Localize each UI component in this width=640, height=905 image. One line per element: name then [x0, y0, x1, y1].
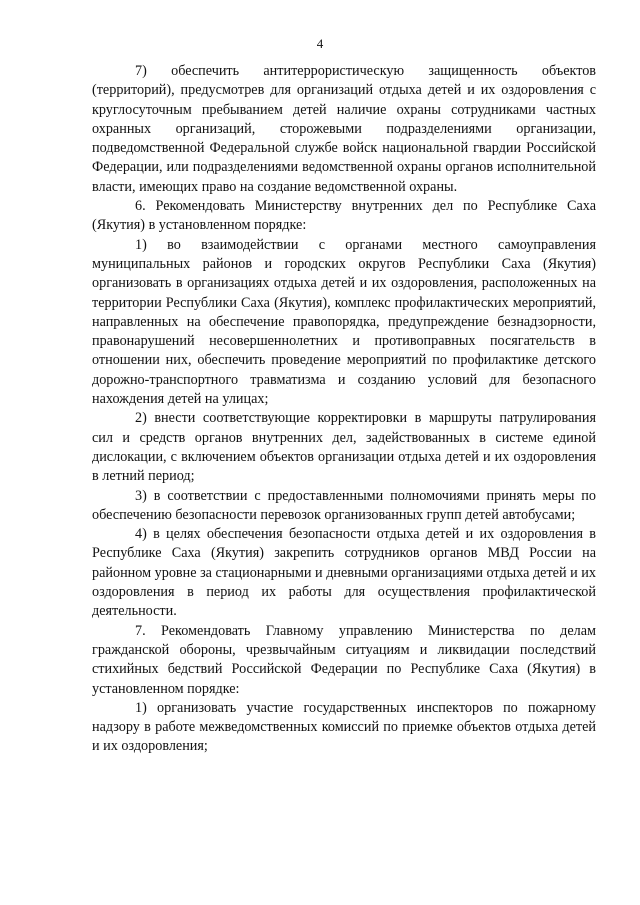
document-body: [92, 62, 596, 757]
paragraph-6-item-3: 3) в соответствии с предоставленными полномочиями принять меры по обеспечению безопасности перевозок организованных групп детей автобусами;: [92, 487, 596, 523]
paragraph-section-7-heading: 7. Рекомендовать Главному управлению Министерства по делам гражданской обороны, чрезвычайным ситуациям и ликвидации последствий стихийных бедствий Российской Федерации по Республике Саха (Якутия) в установленном порядке:: [92, 622, 596, 697]
paragraph-item-7-antiterror: 7) обеспечить антитеррористическую защищенность объектов (территорий), предусмотрев для организаций отдыха детей и их оздоровления с круглосуточным пребыванием детей наличие охраны сотрудниками частных охранных организаций, сторожевыми подразделениями организации, подведомственной Федеральной службе войск национальной гвардии Российской Федерации, или подразделениями ведомственной охраны органов исполнительной власти, имеющих право на создание ведомственной охраны.: [92, 63, 596, 195]
paragraph-section-6-heading: 6. Рекомендовать Министерству внутренних дел по Республике Саха (Якутия) в установленном порядке:: [92, 198, 596, 234]
paragraph-7-item-1: 1) организовать участие государственных инспекторов по пожарному надзору в работе межведомственных комиссий по приемке объектов отдыха детей и их оздоровления;: [92, 699, 596, 755]
paragraph-6-item-1: 1) во взаимодействии с органами местного самоуправления муниципальных районов и городских округов Республики Саха (Якутия) организовать в организациях отдыха детей и их оздоровления, расположенных на территории Республики Саха (Якутия), комплекс профилактических мероприятий, направленных на обеспечение правопорядка, предупреждение безнадзорности, правонарушений несовершеннолетних и противоправных посягательств в отношении них, обеспечить проведение мероприятий по профилактике детского дорожно-транспортного травматизма и созданию условий для безопасного нахождения детей на улицах;: [92, 236, 596, 408]
page-number: 4: [316, 36, 324, 51]
paragraph-6-item-4: 4) в целях обеспечения безопасности отдыха детей и их оздоровления в Республике Саха (Якутия) закрепить сотрудников органов МВД России на районном уровне за стационарными и дневными организациями отдыха детей и их оздоровления в период их работы для осуществления профилактической деятельности.: [92, 526, 596, 620]
paragraph-6-item-2: 2) внести соответствующие корректировки в маршруты патрулирования сил и средств органов внутренних дел, задействованных в системе единой дислокации, с включением объектов организации отдыха детей и их оздоровления в летний период;: [92, 410, 596, 485]
